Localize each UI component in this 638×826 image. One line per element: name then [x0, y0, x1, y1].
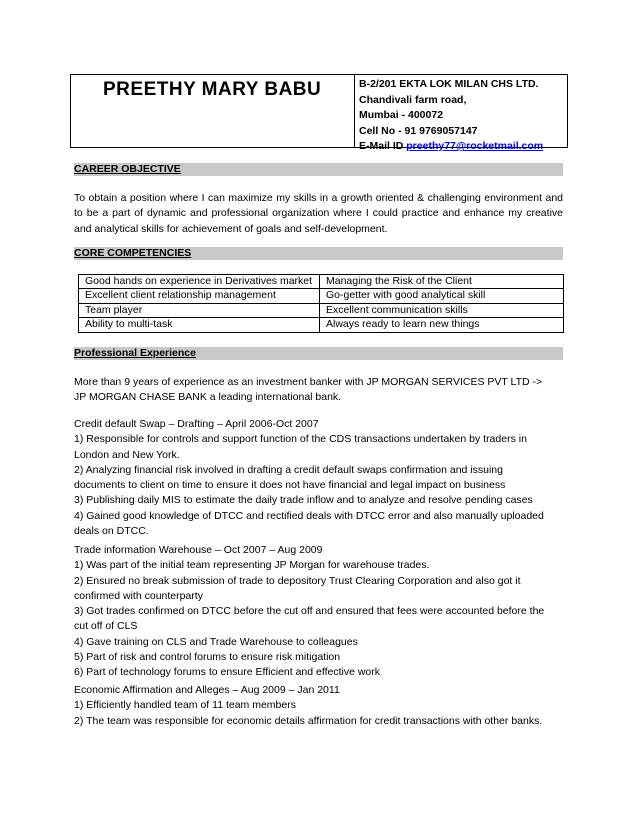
- email-line: [359, 139, 543, 155]
- header-box: [70, 74, 568, 152]
- competency-cell: Excellent client relationship management: [79, 289, 320, 303]
- name-cell: [71, 75, 355, 147]
- list-item: documents to client on time to ensure it does not have financial and legal impact on business: [74, 479, 506, 492]
- list-item: 6) Part of technology forums to ensure Efficient and effective work: [74, 666, 381, 679]
- competency-cell: Ability to multi-task: [79, 318, 320, 332]
- competency-cell: Managing the Risk of the Client: [320, 275, 564, 289]
- competency-cell: Good hands on experience in Derivatives market: [79, 275, 320, 289]
- contact-block: [355, 75, 544, 152]
- address-line: B-2/201 EKTA LOK MILAN CHS LTD.: [359, 78, 539, 90]
- list-item: 5) Part of risk and control forums to ensure risk mitigation: [74, 651, 341, 664]
- career-objective-heading-bar: [74, 163, 563, 176]
- competency-cell: Team player: [79, 303, 320, 317]
- competency-cell: Go-getter with good analytical skill: [320, 289, 564, 303]
- list-item: 1) Was part of the initial team representing JP Morgan for warehouse trades.: [74, 559, 430, 572]
- list-item: 2) Ensured no break submission of trade to depository Trust Clearing Corporation and also got it: [74, 574, 521, 587]
- experience-heading: Professional Experience: [74, 347, 196, 359]
- role-economic-affirmation: [74, 683, 563, 729]
- table-row: [79, 318, 564, 332]
- phone-line: Cell No - 91 9769057147: [359, 124, 478, 137]
- table-row: [79, 275, 564, 289]
- role-title: Trade information Warehouse – Oct 2007 – Aug 2009: [74, 544, 323, 556]
- table-row: [79, 289, 564, 303]
- experience-heading-bar: [74, 347, 563, 360]
- list-item: 4) Gave training on CLS and Trade Warehouse to colleagues: [74, 635, 358, 648]
- role-title: Credit default Swap – Drafting – April 2006-Oct 2007: [74, 418, 319, 430]
- career-objective-text: To obtain a position where I can maximize my skills in a growth oriented & challenging environment and to be a part of dynamic and professional organization where I could practice and enhance my creative and analytical skills for achievement of goals and self-development.: [74, 192, 563, 235]
- list-item: London and New York.: [74, 448, 180, 461]
- list-item: 1) Efficiently handled team of 11 team members: [74, 699, 296, 712]
- list-item: 3) Publishing daily MIS to estimate the daily trade inflow and to analyze and resolve pending cases: [74, 494, 533, 507]
- list-item: cut off of CLS: [74, 620, 138, 633]
- candidate-name: PREETHY MARY BABU: [103, 79, 322, 100]
- experience-summary: More than 9 years of experience as an investment banker with JP MORGAN SERVICES PVT LTD -> JP MORGAN CHASE BANK a leading international bank.: [74, 376, 543, 404]
- role-cds: [74, 417, 563, 539]
- core-competencies-heading-bar: [74, 247, 563, 260]
- list-item: 1) Responsible for controls and support function of the CDS transactions undertaken by traders in: [74, 433, 527, 446]
- list-item: 2) Analyzing financial risk involved in drafting a credit default swaps confirmation and issuing: [74, 463, 503, 476]
- competencies-table: [78, 274, 564, 333]
- competency-cell: Excellent communication skills: [320, 303, 564, 317]
- list-item: 4) Gained good knowledge of DTCC and rectified deals with DTCC error and also manually uploaded: [74, 509, 544, 522]
- competency-cell: Always ready to learn new things: [320, 318, 564, 332]
- list-item: confirmed with counterparty: [74, 589, 203, 602]
- role-trade-warehouse: [74, 543, 563, 681]
- core-competencies-heading: CORE COMPETENCIES: [74, 247, 192, 259]
- list-item: 2) The team was responsible for economic details affirmation for credit transactions with other banks.: [74, 714, 543, 727]
- list-item: deals on DTCC.: [74, 525, 149, 538]
- career-objective-heading: CAREER OBJECTIVE: [74, 163, 181, 175]
- table-row: [79, 303, 564, 317]
- email-label: E-Mail ID: [359, 140, 407, 152]
- address-line: Mumbai - 400072: [359, 109, 444, 121]
- list-item: 3) Got trades confirmed on DTCC before the cut off and ensured that fees were accounted before the: [74, 605, 545, 618]
- address-line: Chandivali farm road,: [359, 93, 467, 106]
- email-link[interactable]: preethy77@rocketmail.com: [406, 140, 544, 152]
- role-title: Economic Affirmation and Alleges – Aug 2009 – Jan 2011: [74, 684, 340, 696]
